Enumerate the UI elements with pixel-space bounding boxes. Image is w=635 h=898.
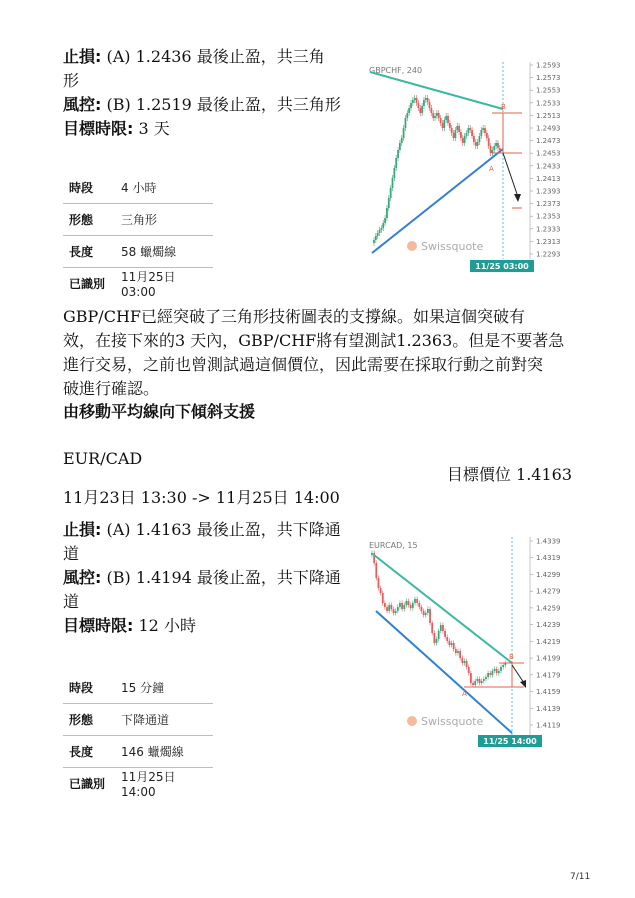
candle-body [451, 643, 453, 645]
table-key: 時段 [63, 672, 121, 704]
candle-body [395, 158, 397, 168]
candle-body [492, 671, 494, 675]
paragraph-line: 破進行確認。 [63, 379, 160, 398]
axis-tick-label: 1.2353 [536, 212, 561, 221]
table-key: 時段 [63, 172, 121, 204]
table-key: 已識別 [69, 277, 106, 291]
candle-body [425, 613, 427, 615]
candle-body [373, 240, 375, 243]
candle-body [456, 126, 458, 130]
candle-body [489, 673, 491, 675]
candle-body [427, 609, 429, 613]
candle-body [401, 603, 403, 609]
axis-tick-label: 1.2593 [536, 61, 561, 70]
candle-body [414, 98, 416, 100]
candle-body [408, 601, 410, 605]
candle-body [485, 677, 487, 679]
candle-body [438, 631, 440, 639]
candle-body [408, 108, 410, 113]
candle-body [477, 142, 479, 146]
candle-body [432, 113, 434, 118]
label-b: B [509, 653, 514, 661]
candle-body [410, 605, 412, 608]
candle-body [433, 633, 435, 643]
axis-tick-label: 1.4259 [536, 604, 561, 613]
risk-control-text-1: 風控: (B) 1.2519 最後止盈，共三角形 [63, 95, 341, 114]
candle-body [473, 136, 475, 142]
chart-symbol-label: EURCAD, 15 [369, 541, 418, 550]
candle-body [466, 661, 468, 667]
candle-body [403, 128, 405, 138]
candle-body [488, 138, 490, 146]
candle-body [399, 143, 401, 150]
candle-body [375, 563, 377, 578]
table-value: 11月25日 14:00 [121, 770, 176, 799]
axis-tick-label: 1.4319 [536, 554, 561, 563]
table-row [63, 204, 213, 236]
candle-body [377, 233, 379, 236]
axis-tick-label: 1.2313 [536, 237, 561, 246]
candle-body [479, 136, 481, 142]
candle-body [375, 236, 377, 240]
candle-body [462, 138, 464, 143]
table-row [63, 672, 213, 704]
candle-body [498, 671, 500, 673]
time-label: 11/25 14:00 [483, 737, 537, 746]
candle-body [461, 658, 463, 663]
page-number: 7/11 [570, 872, 591, 882]
axis-tick-label: 1.4339 [536, 537, 561, 546]
candle-body [464, 136, 466, 143]
candle-body [386, 607, 388, 611]
candle-body [418, 603, 420, 607]
candle-body [459, 651, 461, 658]
table-value: 下降通道 [121, 704, 213, 736]
candle-body [380, 588, 382, 593]
candle-body [382, 593, 384, 603]
label-b: B [501, 103, 506, 111]
candle-body [390, 188, 392, 198]
table-value: 58 蠟燭線 [121, 236, 213, 268]
candle-body [451, 128, 453, 133]
candle-body [430, 108, 432, 113]
axis-tick-label: 1.2473 [536, 137, 561, 146]
axis-tick-label: 1.4179 [536, 671, 561, 680]
candle-body [449, 641, 451, 645]
chart-symbol-label: GBPCHF, 240 [369, 66, 423, 75]
candle-body [381, 228, 383, 230]
candle-body [440, 625, 442, 631]
eurcad-chart-svg [364, 533, 574, 748]
candle-body [453, 133, 455, 138]
axis-tick-label: 1.2533 [536, 99, 561, 108]
candle-body [458, 126, 460, 132]
stop-loss-text-2: 止損: (A) 1.4163 最後止盈，共下降通 道 [63, 520, 341, 563]
axis-tick-label: 1.2573 [536, 74, 561, 83]
table-key: 形態 [63, 204, 121, 236]
candle-body [414, 599, 416, 603]
table-row [63, 236, 213, 268]
candle-body [418, 103, 420, 108]
candle-body [399, 603, 401, 607]
candle-body [497, 143, 499, 148]
axis-tick-label: 1.2513 [536, 111, 561, 120]
candle-body [490, 146, 492, 153]
candle-body [425, 98, 427, 100]
candle-body [481, 681, 483, 683]
candle-body [466, 133, 468, 136]
candle-body [419, 108, 421, 113]
candle-body [471, 130, 473, 136]
candle-body [455, 649, 457, 653]
table-row [63, 704, 213, 736]
eurcad-chart [364, 533, 574, 748]
candle-body [416, 98, 418, 103]
candle-body [388, 605, 390, 611]
arrow-head-icon [514, 194, 521, 202]
target-period-text-1: 目標時限: 3 天 [63, 119, 170, 138]
table-key: 形態 [63, 704, 121, 736]
candle-body [421, 106, 423, 113]
candle-body [384, 218, 386, 223]
pair-title: EUR/CAD [63, 449, 143, 468]
axis-tick-label: 1.2493 [536, 124, 561, 133]
table-value: 4 小時 [121, 172, 213, 204]
table-row [63, 736, 213, 768]
candle-body [386, 208, 388, 218]
candle-body [472, 683, 474, 685]
candle-body [395, 611, 397, 613]
candle-body [436, 639, 438, 643]
candle-body [382, 223, 384, 228]
candle-body [406, 601, 408, 605]
candle-body [390, 605, 392, 609]
paragraph-line: GBP/CHF已經突破了三角形技術圖表的支撐線。如果這個突破有 [63, 307, 525, 326]
candle-body [412, 603, 414, 608]
table-row [63, 268, 213, 300]
candle-body [405, 118, 407, 128]
candle-body [502, 665, 504, 667]
candle-body [392, 178, 394, 188]
table-row [63, 172, 213, 204]
candle-body [379, 230, 381, 233]
table-value: 146 蠟燭線 [121, 736, 213, 768]
candle-body [443, 120, 445, 128]
risk-control-text-2: 風控: (B) 1.4194 最後止盈，共下降通 道 [63, 568, 341, 611]
swissquote-logo-icon [407, 716, 417, 726]
candle-body [436, 113, 438, 116]
swissquote-logo-icon [407, 241, 417, 251]
gbpchf-chart-svg [364, 58, 574, 273]
candle-body [442, 123, 444, 128]
axis-tick-label: 1.2333 [536, 225, 561, 234]
table-value: 三角形 [121, 204, 213, 236]
watermark: Swissquote [421, 240, 484, 253]
axis-tick-label: 1.2453 [536, 149, 561, 158]
candle-body [460, 132, 462, 138]
axis-tick-label: 1.4219 [536, 637, 561, 646]
section-heading: 由移動平均線向下傾斜支援 [63, 402, 256, 421]
gbpchf-chart [364, 58, 574, 273]
price-axis-ticks [530, 62, 561, 259]
channel-upper-line [374, 555, 512, 663]
candle-body [378, 578, 380, 588]
table-key: 長度 [63, 736, 121, 768]
axis-tick-label: 1.2553 [536, 86, 561, 95]
axis-tick-label: 1.4119 [536, 721, 561, 730]
table-value: 15 分鐘 [121, 672, 213, 704]
candle-body [388, 198, 390, 208]
candle-body [410, 103, 412, 108]
candle-body [495, 143, 497, 146]
axis-tick-label: 1.4159 [536, 688, 561, 697]
label-a: A [489, 165, 494, 173]
projection-arrow [503, 153, 518, 197]
candle-body [476, 679, 478, 681]
label-a: A [462, 690, 467, 698]
candle-body [427, 98, 429, 102]
candle-body [475, 142, 477, 146]
candle-body [449, 123, 451, 128]
table-key: 長度 [63, 236, 121, 268]
candle-body [470, 673, 472, 683]
candle-body [429, 609, 431, 623]
pattern-info-table-1 [63, 172, 213, 299]
candle-body [455, 130, 457, 138]
candle-body [403, 605, 405, 609]
candle-body [484, 128, 486, 133]
candle-body [482, 128, 484, 130]
candle-body [496, 669, 498, 673]
candle-body [468, 667, 470, 673]
target-price: 目標價位 1.4163 [446, 465, 572, 484]
candle-body [457, 651, 459, 653]
candle-body [401, 138, 403, 143]
candle-body [444, 631, 446, 637]
candle-body [371, 553, 373, 555]
candle-body [486, 133, 488, 138]
axis-tick-label: 1.2373 [536, 200, 561, 209]
candle-body [483, 679, 485, 681]
candle-body [393, 609, 395, 613]
paragraph-line: 效，在接下來的3 天內，GBP/CHF將有望測試1.2363。但是不要著急 [63, 331, 565, 350]
candle-body [429, 102, 431, 108]
support-line [372, 149, 503, 253]
table-row [63, 768, 213, 800]
candle-body [416, 599, 418, 603]
pattern-info-table-2 [63, 672, 213, 799]
candle-body [434, 116, 436, 118]
candle-body [464, 661, 466, 663]
time-range: 11月23日 13:30 -> 11月25日 14:00 [63, 488, 340, 507]
candle-body [393, 168, 395, 178]
candle-body [397, 607, 399, 611]
candle-body [499, 148, 501, 150]
projection-arrow [512, 665, 524, 683]
candle-body [438, 113, 440, 118]
candle-body [447, 116, 449, 123]
candle-body [431, 623, 433, 633]
candle-body [397, 150, 399, 158]
axis-tick-label: 1.4139 [536, 704, 561, 713]
candle-body [412, 100, 414, 103]
axis-tick-label: 1.4299 [536, 570, 561, 579]
candle-body [445, 116, 447, 120]
table-value: 11月25日 03:00 [121, 270, 176, 299]
candle-body [474, 681, 476, 685]
candle-body [421, 607, 423, 611]
paragraph-line: 進行交易，之前也曾測試過這個價位，因此需要在採取行動之前對突 [63, 355, 544, 374]
target-period-text-2: 目標時限: 12 小時 [63, 616, 196, 635]
candle-body [442, 625, 444, 631]
axis-tick-label: 1.2293 [536, 250, 561, 259]
candles [373, 95, 501, 246]
candle-body [493, 146, 495, 150]
candle-body [487, 673, 489, 677]
candle-body [500, 667, 502, 671]
candle-body [446, 637, 448, 641]
axis-tick-label: 1.4239 [536, 621, 561, 630]
candle-body [423, 611, 425, 615]
candle-body [384, 603, 386, 607]
price-axis-ticks [530, 538, 561, 730]
candle-body [479, 679, 481, 683]
time-label: 11/25 03:00 [475, 262, 529, 271]
candle-body [480, 130, 482, 136]
candle-body [467, 128, 469, 133]
axis-tick-label: 1.4279 [536, 587, 561, 596]
candle-body [440, 118, 442, 123]
candle-body [423, 100, 425, 106]
candle-body [406, 113, 408, 118]
candle-body [469, 128, 471, 130]
axis-tick-label: 1.4199 [536, 654, 561, 663]
axis-tick-label: 1.2433 [536, 162, 561, 171]
axis-tick-label: 1.2413 [536, 174, 561, 183]
candle-body [453, 643, 455, 649]
resistance-line [370, 72, 503, 109]
table-key: 已識別 [69, 777, 106, 791]
stop-loss-text-1: 止損: (A) 1.2436 最後止盈，共三角 形 [63, 47, 325, 90]
watermark: Swissquote [421, 715, 484, 728]
axis-tick-label: 1.2393 [536, 187, 561, 196]
candle-body [494, 669, 496, 671]
analysis-paragraph [63, 305, 583, 401]
